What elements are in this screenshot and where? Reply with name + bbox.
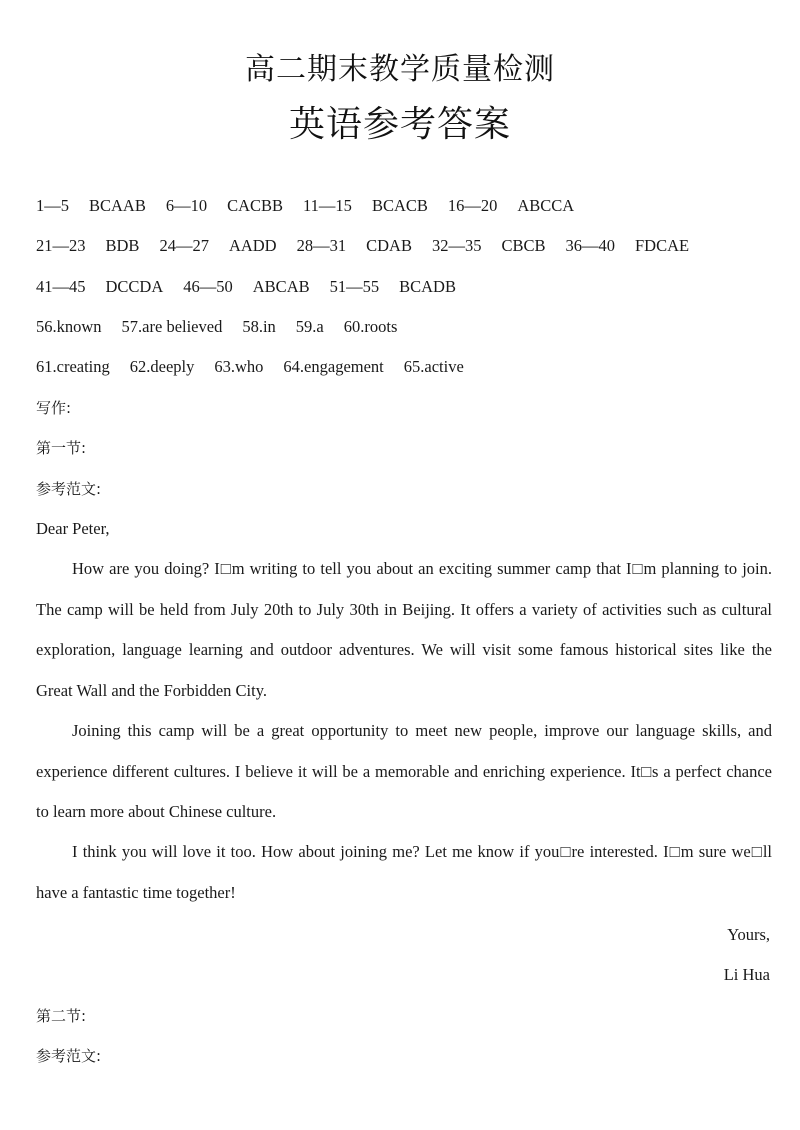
sample-essay-label: 参考范文: [36,480,102,498]
answer-row-3 [36,277,456,297]
answer-letters: FDCAE [634,236,690,255]
answer-letters: AADD [228,236,277,255]
answer-letters: BCADB [399,277,456,296]
answer-letters: CBCB [501,236,546,255]
answer-range: 6—10 [165,196,208,215]
answer-range: 21—23 [36,236,86,255]
cloze-answer: 63.who [214,357,264,376]
answer-row-2 [36,236,689,256]
letter-paragraph-3: I think you will love it too. How about joining me? Let me know if you□re interested. I□m sure we□ll have a fantastic time together! [36,842,772,902]
section-1-label: 第一节: [36,439,87,457]
cloze-answer: 65.active [403,357,464,376]
answer-letters: ABCAB [252,277,310,296]
answer-range: 32—35 [431,236,482,255]
cloze-answer: 62.deeply [129,357,195,376]
cloze-answer: 60.roots [343,317,398,336]
answer-range: 28—31 [296,236,347,255]
answer-letters: BCAAB [89,196,146,215]
letter-closing: Yours, [727,925,770,944]
answer-range: 36—40 [565,236,615,255]
answer-row-1 [36,196,574,216]
cloze-answer: 58.in [242,317,276,336]
answer-letters: BCACB [371,196,428,215]
answer-key-title: 英语参考答案 [288,104,511,145]
cloze-answer: 56.known [36,317,102,336]
answer-letters: CACBB [227,196,284,215]
answer-range: 11—15 [303,196,352,215]
answer-range: 41—45 [36,277,86,296]
answer-letters: ABCCA [517,196,575,215]
answer-letters: DCCDA [105,277,164,296]
cloze-answer: 64.engagement [283,357,384,376]
answer-range: 51—55 [329,277,380,296]
letter-signature: Li Hua [723,965,770,984]
cloze-answer: 57.are believed [121,317,223,336]
answer-letters: BDB [105,236,140,255]
answer-range: 16—20 [447,196,498,215]
sample-essay-label-2: 参考范文: [36,1047,102,1065]
cloze-answer: 59.a [295,317,324,336]
answer-range: 24—27 [159,236,209,255]
answer-letters: CDAB [366,236,412,255]
answer-range: 1—5 [36,196,69,215]
answer-row-5 [36,357,464,377]
letter-paragraph-1: How are you doing? I□m writing to tell you about an exciting summer camp that I□m planning to join. The camp will be held from July 20th to July 30th in Beijing. It offers a variety of activities such as cultural exploration, language learning and outdoor adventures. We will visit some famous historical sites like the Great Wall and the Forbidden City. [36,559,772,700]
answer-row-4 [36,317,397,337]
answer-range: 46—50 [183,277,233,296]
letter-paragraph-2: Joining this camp will be a great opportunity to meet new people, improve our language skills, and experience different cultures. I believe it will be a memorable and enriching experience. It□s a perfect chance to learn more about Chinese culture. [36,721,772,821]
exam-title: 高二期末教学质量检测 [245,52,555,87]
section-2-label: 第二节: [36,1007,87,1025]
letter-greeting: Dear Peter, [36,519,110,538]
cloze-answer: 61.creating [36,357,110,376]
writing-label: 写作: [36,399,72,417]
